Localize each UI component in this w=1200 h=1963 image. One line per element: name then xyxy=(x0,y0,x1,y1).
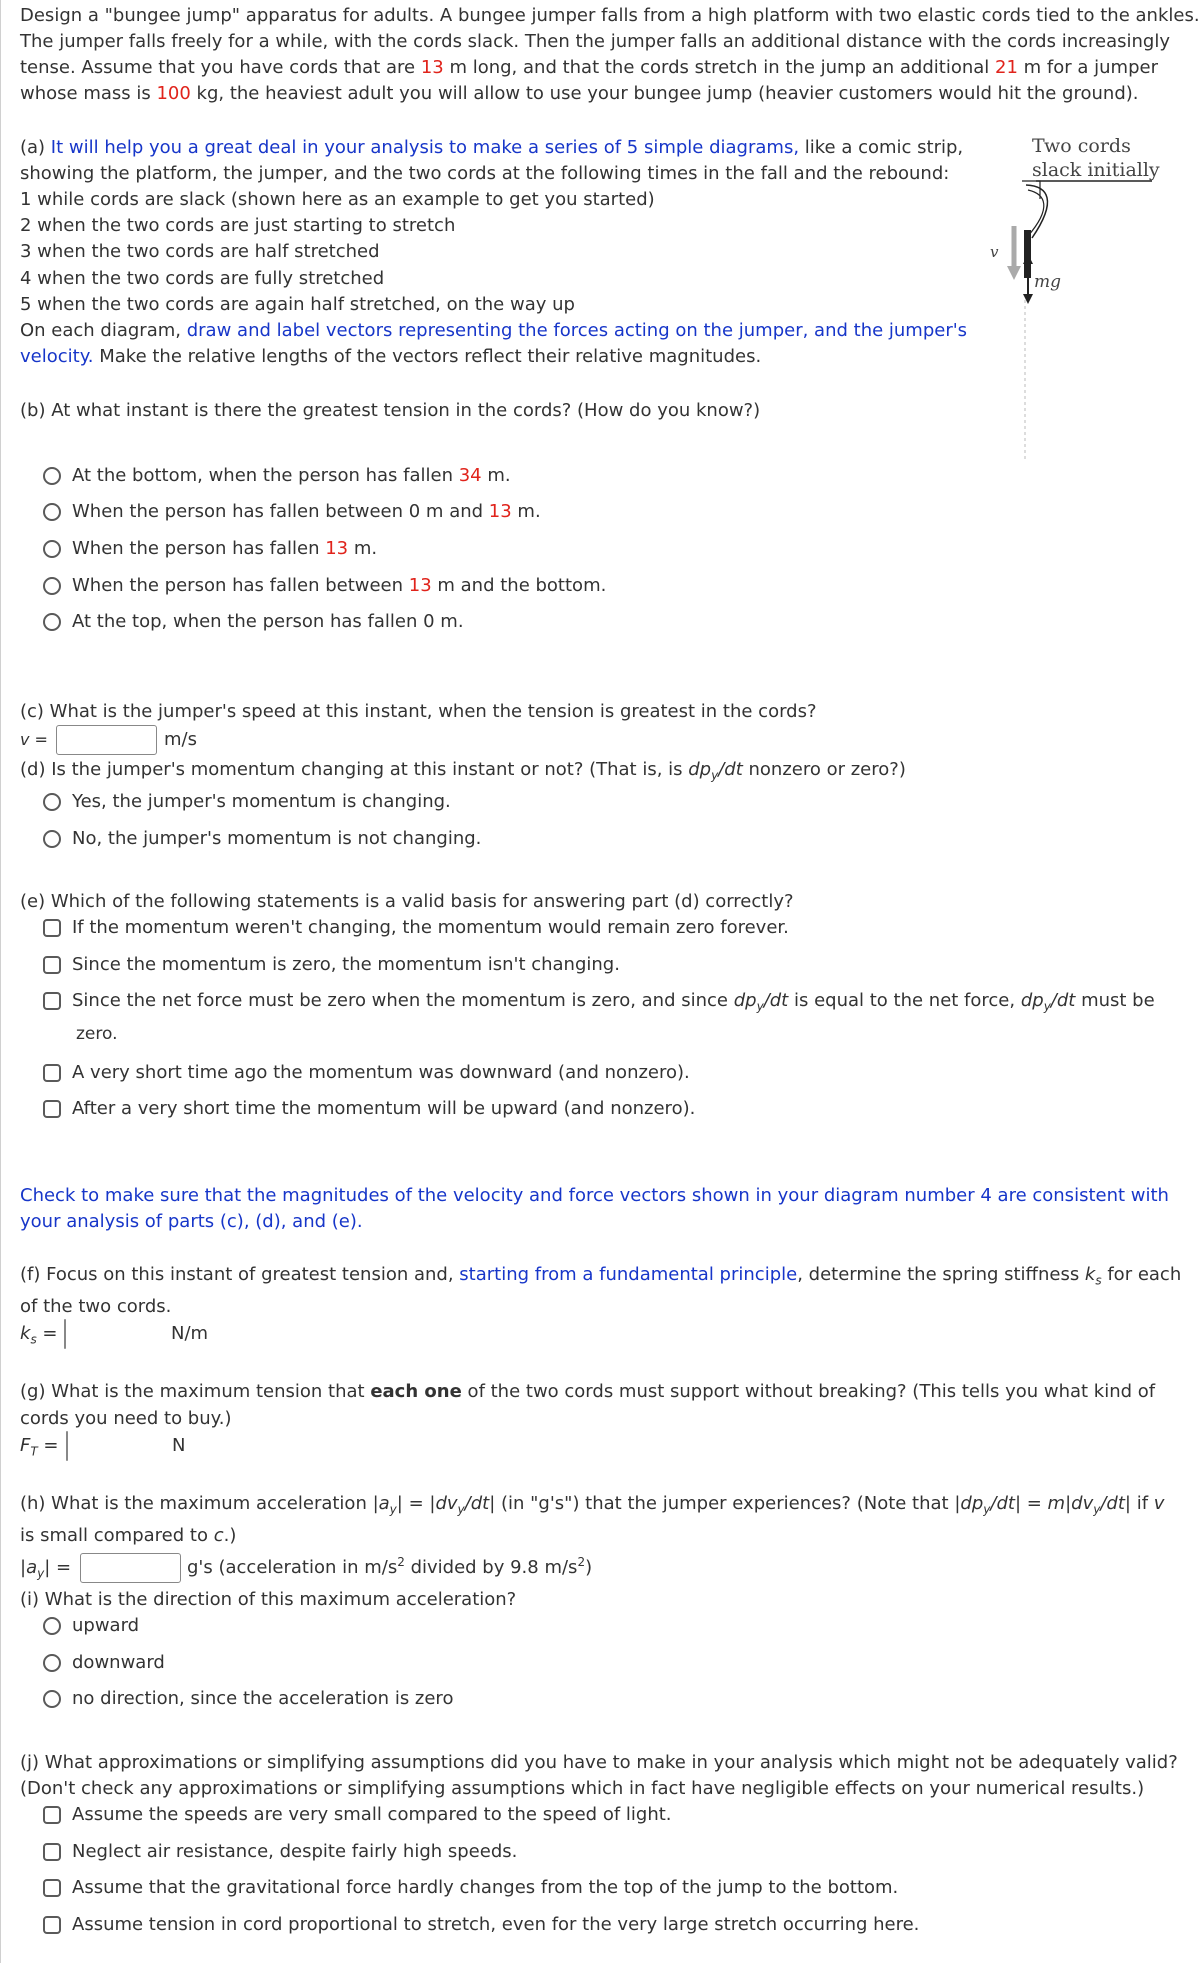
part-e-option-4-checkbox[interactable] xyxy=(43,1064,61,1082)
part-i-option-1-radio[interactable] xyxy=(43,1617,61,1635)
intro-text: m for a jumper xyxy=(1017,57,1158,78)
question-text: for each xyxy=(1101,1264,1182,1285)
stiffness-unit: N/m xyxy=(171,1323,209,1344)
intro-line-1 xyxy=(20,3,1200,29)
part-b-option-2-radio[interactable] xyxy=(43,503,61,521)
question-text: | = | xyxy=(396,1493,436,1514)
part-b-option-4-radio[interactable] xyxy=(43,577,61,595)
part-j-line-2: (Don't check any approximations or simplifying assumptions which in fact have negligible effects on your numerical results.) xyxy=(20,1778,1145,1799)
part-a-hint: draw and label vectors representing the forces acting on the jumper, and the jumper's xyxy=(186,320,968,341)
part-i-option-1-label: upward xyxy=(72,1615,140,1636)
math-v: v xyxy=(1153,1493,1165,1514)
question-text: nonzero or zero?) xyxy=(742,759,906,780)
diagram-drawing xyxy=(980,130,1160,470)
part-a-line-8 xyxy=(20,318,967,344)
stretch-value: 21 xyxy=(995,57,1018,78)
math-subscript: y xyxy=(389,1502,397,1517)
option-text: Since the net force must be zero when the momentum is zero, and since xyxy=(72,990,734,1011)
part-i-option-2-label: downward xyxy=(72,1652,165,1673)
intro-text: The jumper falls freely for a while, with the cords slack. Then the jumper falls an additional distance with the cords increasingly xyxy=(20,31,1170,52)
part-g-line-1 xyxy=(20,1379,1155,1405)
part-b-option-1-label xyxy=(72,463,511,489)
cord-slack-2 xyxy=(1028,190,1044,236)
part-e-question: (e) Which of the following statements is a valid basis for answering part (d) correctly? xyxy=(20,891,794,912)
velocity-arrowhead xyxy=(1007,266,1021,280)
part-h-line-2 xyxy=(20,1523,236,1549)
option-text: must be xyxy=(1075,990,1155,1011)
part-d-option-2-radio[interactable] xyxy=(43,830,61,848)
part-b-option-4-label xyxy=(72,573,606,599)
option-text: At the bottom, when the person has fallen xyxy=(72,465,459,486)
diagram-step-1: 1 while cords are slack (shown here as an example to get you started) xyxy=(20,189,655,210)
math-dp: dp xyxy=(960,1493,984,1514)
part-a-hint: velocity. xyxy=(20,346,94,367)
acceleration-variable-label xyxy=(20,1555,71,1581)
part-b-option-5-radio[interactable] xyxy=(43,613,61,631)
part-e-option-5-checkbox[interactable] xyxy=(43,1100,61,1118)
unit-text: g's (acceleration in m/s xyxy=(187,1557,398,1578)
option-text: When the person has fallen between xyxy=(72,575,409,596)
cord-length-value: 13 xyxy=(488,501,512,522)
part-j-option-2-label: Neglect air resistance, despite fairly high speeds. xyxy=(72,1841,518,1862)
figure-caption-line-1: Two cords xyxy=(1032,135,1131,157)
math-subscript: y xyxy=(37,1566,45,1581)
part-j-option-4-checkbox[interactable] xyxy=(43,1916,61,1934)
cord-length-value: 13 xyxy=(420,57,444,78)
part-b-option-3-radio[interactable] xyxy=(43,540,61,558)
part-d-option-1-label: Yes, the jumper's momentum is changing. xyxy=(72,791,451,812)
intro-text: Design a "bungee jump" apparatus for adults. A bungee jumper falls from a high platform with two elastic cords tied to the ankles. xyxy=(20,5,1200,26)
math-dt: /dt xyxy=(763,990,789,1011)
part-b-option-3-label xyxy=(72,536,377,562)
acceleration-unit xyxy=(187,1555,592,1581)
part-b-option-2-label xyxy=(72,499,541,525)
speed-unit: m/s xyxy=(164,729,197,750)
part-f-line-1 xyxy=(20,1262,1181,1288)
question-text: , determine the spring stiffness xyxy=(797,1264,1085,1285)
stiffness-variable-label xyxy=(20,1321,58,1347)
speed-input[interactable] xyxy=(56,725,157,755)
question-text: is small compared to xyxy=(20,1525,214,1546)
math-subscript: T xyxy=(30,1444,38,1459)
part-d-option-1-radio[interactable] xyxy=(43,793,61,811)
superscript: 2 xyxy=(397,1555,405,1569)
question-text: (h) What is the maximum acceleration | xyxy=(20,1493,379,1514)
part-a-hint: It will help you a great deal in your analysis to make a series of 5 simple diagrams, xyxy=(50,137,800,158)
question-text: (g) What is the maximum tension that xyxy=(20,1381,371,1402)
math-dt: /dt xyxy=(990,1493,1015,1514)
part-a-text: like a comic strip, xyxy=(799,137,964,158)
part-b-option-5-label: At the top, when the person has fallen 0 m. xyxy=(72,611,464,632)
math-k: k xyxy=(1084,1264,1096,1285)
part-b-question: (b) At what instant is there the greatest tension in the cords? (How do you know?) xyxy=(20,400,761,421)
unit-text: ) xyxy=(585,1557,593,1578)
left-border xyxy=(0,0,1,1963)
stiffness-input[interactable] xyxy=(64,1319,66,1349)
part-c-question: (c) What is the jumper's speed at this instant, when the tension is greatest in the cords? xyxy=(20,701,817,722)
math-f: F xyxy=(20,1435,31,1456)
math-dt: /dt xyxy=(464,1493,490,1514)
speed-variable-label: v = xyxy=(20,730,48,749)
math-dv: dv xyxy=(435,1493,458,1514)
cord-length-value: 13 xyxy=(408,575,432,596)
superscript: 2 xyxy=(577,1555,586,1569)
fundamental-principle-hint: starting from a fundamental principle xyxy=(459,1264,798,1285)
part-e-option-1-checkbox[interactable] xyxy=(43,919,61,937)
math-dv: dv xyxy=(1071,1493,1094,1514)
question-text: | = xyxy=(1014,1493,1048,1514)
math-dt: /dt xyxy=(1050,990,1076,1011)
tension-input[interactable] xyxy=(66,1431,68,1461)
part-f-line-2: of the two cords. xyxy=(20,1296,172,1317)
platform-edge xyxy=(1022,181,1040,199)
math-subscript: y xyxy=(1043,999,1051,1014)
intro-line-3 xyxy=(20,55,1158,81)
part-j-option-3-label: Assume that the gravitational force hardly changes from the top of the jump to the bottom. xyxy=(72,1877,899,1898)
part-j-line-1: (j) What approximations or simplifying assumptions did you have to make in your analysis which might not be adequately valid? xyxy=(20,1752,1178,1773)
part-e-option-3-continuation: zero. xyxy=(76,1024,118,1044)
each-one-emphasis: each one xyxy=(370,1381,462,1402)
part-e-option-1-label: If the momentum weren't changing, the momentum would remain zero forever. xyxy=(72,917,789,938)
mass-value: 100 xyxy=(156,83,191,104)
diagram-step-2: 2 when the two cords are just starting to stretch xyxy=(20,215,456,236)
math-k: k xyxy=(20,1323,31,1344)
diagram-step-5: 5 when the two cords are again half stretched, on the way up xyxy=(20,294,575,315)
part-a-text: On each diagram, xyxy=(20,320,187,341)
option-text: m and the bottom. xyxy=(431,575,607,596)
tension-unit: N xyxy=(172,1435,186,1456)
option-text: m. xyxy=(481,465,511,486)
math-subscript: s xyxy=(30,1332,37,1347)
part-e-option-2-label: Since the momentum is zero, the momentum isn't changing. xyxy=(72,954,620,975)
check-note-line-1: Check to make sure that the magnitudes of the velocity and force vectors shown in your diagram number 4 are consistent with xyxy=(20,1185,1169,1206)
math-dt: /dt xyxy=(1100,1493,1125,1514)
math-a: a xyxy=(378,1493,390,1514)
abs-bar: | xyxy=(20,1557,27,1578)
math-subscript: y xyxy=(756,999,764,1014)
question-text: | if xyxy=(1124,1493,1154,1514)
part-a-text: Make the relative lengths of the vectors reflect their relative magnitudes. xyxy=(93,346,762,367)
intro-line-2 xyxy=(20,29,1170,55)
math-subscript: y xyxy=(457,1502,465,1517)
math-m: m xyxy=(1047,1493,1066,1514)
part-j-option-4-label: Assume tension in cord proportional to stretch, even for the very large stretch occurring here. xyxy=(72,1914,920,1935)
intro-text: tense. Assume that you have cords that are xyxy=(20,57,421,78)
bungee-diagram xyxy=(980,130,1160,470)
math-a: a xyxy=(26,1557,38,1578)
part-j-option-2-checkbox[interactable] xyxy=(43,1843,61,1861)
part-e-option-2-checkbox[interactable] xyxy=(43,956,61,974)
velocity-label: v xyxy=(990,243,999,261)
math-dt: /dt xyxy=(718,759,743,780)
part-e-option-4-label: A very short time ago the momentum was downward (and nonzero). xyxy=(72,1062,690,1083)
equals-sign: = xyxy=(36,1323,58,1344)
question-text: (f) Focus on this instant of greatest tension and, xyxy=(20,1264,460,1285)
intro-text: m long, and that the cords stretch in the jump an additional xyxy=(443,57,996,78)
option-text: m. xyxy=(511,501,541,522)
part-e-option-3-checkbox[interactable] xyxy=(43,992,61,1010)
part-a-line-2: showing the platform, the jumper, and the two cords at the following times in the fall and the rebound: xyxy=(20,163,950,184)
math-subscript: y xyxy=(983,1502,991,1517)
intro-text: whose mass is xyxy=(20,83,157,104)
intro-text: kg, the heaviest adult you will allow to use your bungee jump (heavier customers would hit the ground). xyxy=(190,83,1139,104)
question-text: .) xyxy=(223,1525,237,1546)
equals-sign: | = xyxy=(44,1557,72,1578)
diagram-step-4: 4 when the two cords are fully stretched xyxy=(20,268,385,289)
diagram-step-3: 3 when the two cords are half stretched xyxy=(20,241,380,262)
part-i-option-3-label: no direction, since the acceleration is zero xyxy=(72,1688,454,1709)
acceleration-input[interactable] xyxy=(80,1553,181,1583)
option-text: When the person has fallen between 0 m and xyxy=(72,501,489,522)
part-e-option-3-label xyxy=(72,988,1155,1014)
part-e-option-5-label: After a very short time the momentum will be upward (and nonzero). xyxy=(72,1098,696,1119)
cord-length-value: 13 xyxy=(325,538,349,559)
part-a-line-1 xyxy=(20,135,963,161)
intro-line-4 xyxy=(20,81,1139,107)
option-text: is equal to the net force, xyxy=(788,990,1021,1011)
part-j-option-3-checkbox[interactable] xyxy=(43,1879,61,1897)
part-i-option-3-radio[interactable] xyxy=(43,1690,61,1708)
math-c: c xyxy=(213,1525,224,1546)
part-j-option-1-label: Assume the speeds are very small compared to the speed of light. xyxy=(72,1804,672,1825)
part-h-line-1 xyxy=(20,1491,1164,1517)
part-i-option-2-radio[interactable] xyxy=(43,1654,61,1672)
part-j-option-1-checkbox[interactable] xyxy=(43,1806,61,1824)
part-d-option-2-label: No, the jumper's momentum is not changing. xyxy=(72,828,482,849)
math-dp: dp xyxy=(1020,990,1044,1011)
unit-text: divided by 9.8 m/s xyxy=(404,1557,578,1578)
question-text: | xyxy=(1065,1493,1072,1514)
check-note-line-2: your analysis of parts (c), (d), and (e). xyxy=(20,1211,363,1232)
part-g-line-2: cords you need to buy.) xyxy=(20,1408,232,1429)
part-a-line-9 xyxy=(20,344,761,370)
math-dp: dp xyxy=(688,759,712,780)
option-text: When the person has fallen xyxy=(72,538,326,559)
question-text: | (in "g's") that the jumper experiences? (Note that | xyxy=(489,1493,961,1514)
question-text: of the two cords must support without breaking? (This tells you what kind of xyxy=(461,1381,1156,1402)
question-text: (d) Is the jumper's momentum changing at this instant or not? (That is, is xyxy=(20,759,689,780)
part-a-text: (a) xyxy=(20,137,51,158)
math-subscript: s xyxy=(1095,1273,1102,1288)
tension-variable-label xyxy=(20,1433,59,1459)
math-subscript: y xyxy=(711,768,719,783)
figure-caption-line-2: slack initially xyxy=(1032,159,1160,181)
option-text: m. xyxy=(348,538,378,559)
math-subscript: y xyxy=(1093,1502,1101,1517)
math-dp: dp xyxy=(733,990,757,1011)
part-d-question xyxy=(20,757,906,783)
part-i-question: (i) What is the direction of this maximum acceleration? xyxy=(20,1589,517,1610)
fall-distance-value: 34 xyxy=(458,465,482,486)
equals-sign: = xyxy=(37,1435,59,1456)
mg-label: mg xyxy=(1034,272,1062,292)
part-b-option-1-radio[interactable] xyxy=(43,467,61,485)
